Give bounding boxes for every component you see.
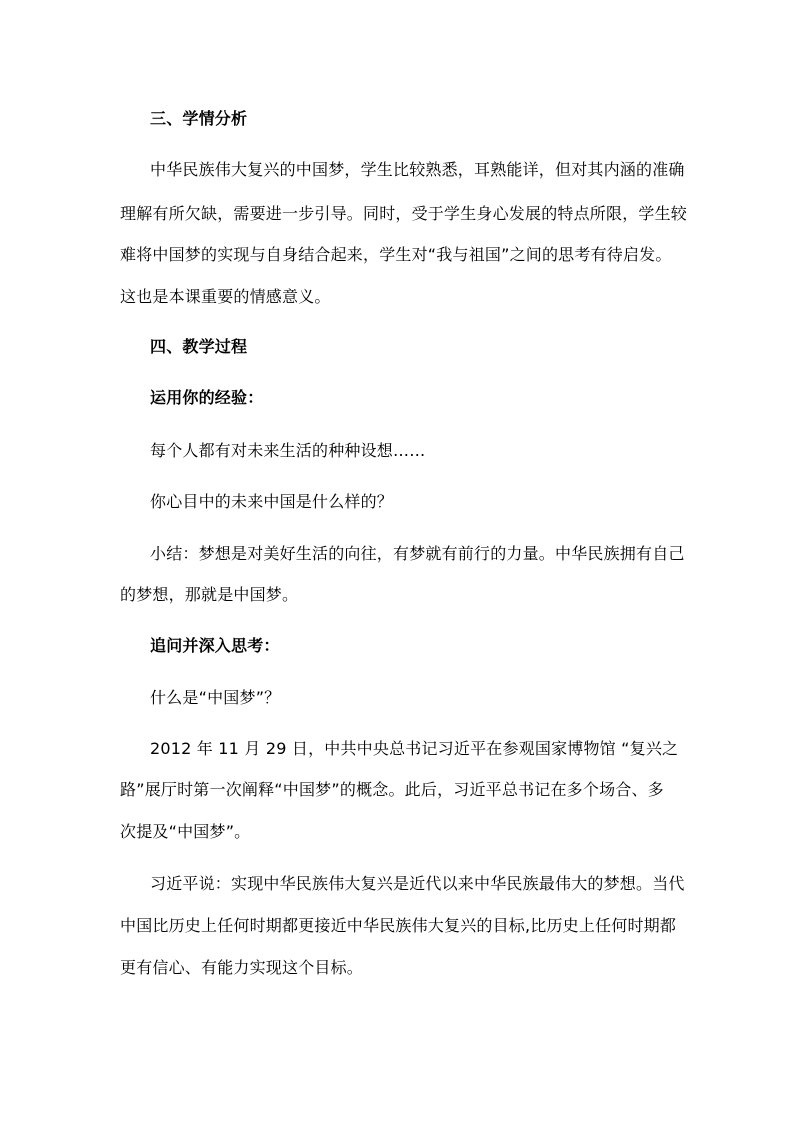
question-line: 什么是“中国梦”？ <box>150 688 281 707</box>
followup-heading: 追问并深入思考： <box>150 636 280 655</box>
analysis-paragraph-line-2: 理解有所欠缺，需要进一步引导。同时，受于学生身心发展的特点所限，学生较 <box>120 204 688 223</box>
analysis-paragraph-line-1: 中华民族伟大复兴的中国梦，学生比较熟悉，耳熟能详，但对其内涵的准确 <box>150 160 685 179</box>
section-3-heading: 三、学情分析 <box>150 109 248 128</box>
experience-heading: 运用你的经验： <box>150 388 264 407</box>
experience-line-2: 你心目中的未来中国是什么样的？ <box>150 492 394 511</box>
summary-line-1: 小结：梦想是对美好生活的向往，有梦就有前行的力量。中华民族拥有自己 <box>150 544 685 563</box>
section-4-heading: 四、教学过程 <box>150 337 248 356</box>
history-line-3: 次提及“中国梦”。 <box>120 822 251 841</box>
quote-line-2: 中国比历史上任何时期都更接近中华民族伟大复兴的目标,比历史上任何时期都 <box>120 916 677 935</box>
history-line-1: 2012 年 11 月 29 日，中共中央总书记习近平在参观国家博物馆 “复兴之 <box>150 739 679 758</box>
quote-line-1: 习近平说：实现中华民族伟大复兴是近代以来中华民族最伟大的梦想。当代 <box>150 874 685 893</box>
experience-line-1: 每个人都有对未来生活的种种设想…… <box>150 441 426 460</box>
analysis-paragraph-line-4: 这也是本课重要的情感意义。 <box>120 287 331 306</box>
history-line-2: 路”展厅时第一次阐释“中国梦”的概念。此后，习近平总书记在多个场合、多 <box>120 780 664 799</box>
summary-line-2: 的梦想，那就是中国梦。 <box>120 585 299 604</box>
quote-line-3: 更有信心、有能力实现这个目标。 <box>120 958 364 977</box>
analysis-paragraph-line-3: 难将中国梦的实现与自身结合起来，学生对“我与祖国”之间的思考有待启发。 <box>120 245 672 264</box>
